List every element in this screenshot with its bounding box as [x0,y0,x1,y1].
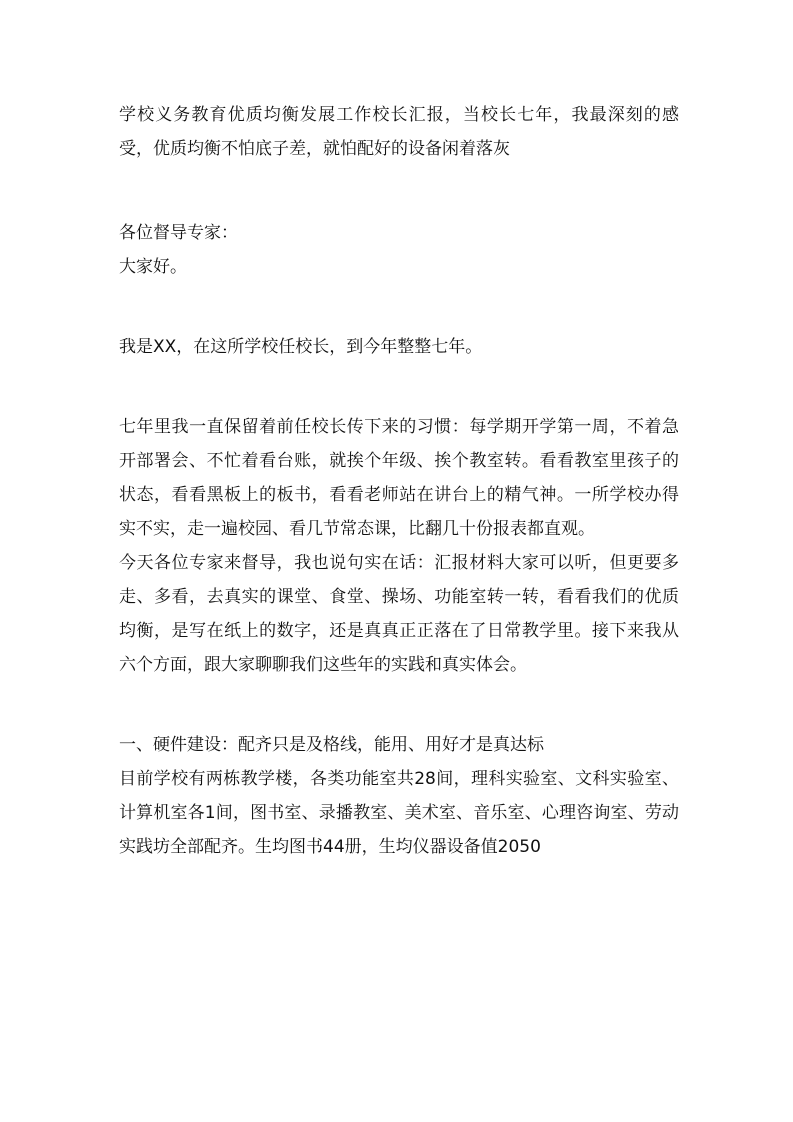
greeting: 大家好。 [119,257,187,277]
intro-paragraph: 我是XX，在这所学校任校长，到今年整整七年。 [119,337,483,357]
section-heading: 一、硬件建设：配齐只是及格线，能用、用好才是真达标 [119,735,544,755]
document-title: 学校义务教育优质均衡发展工作校长汇报，当校长七年，我最深刻的感受，优质均衡不怕底子差，就怕配好的设备闲着落灰 [119,105,679,159]
spacer [119,364,679,410]
salutation: 各位督导专家： [119,223,238,243]
body-paragraph: 目前学校有两栋教学楼，各类功能室共28间，理科实验室、文科实验室、计算机室各1间，图书室、录播教室、美术室、音乐室、心理咨询室、劳动实践坊全部配齐。生均图书44册，生均仪器设备值2050 [119,769,679,857]
body-paragraph: 七年里我一直保留着前任校长传下来的习惯：每学期开学第一周，不着急开部署会、不忙着看台账，就挨个年级、挨个教室转。看看教室里孩子的状态，看看黑板上的板书，看看老师站在讲台上的精气神。一所学校办得实不实，走一遍校园、看几节常态课，比翻几十份报表都直观。 [119,417,679,539]
spacer [119,284,679,330]
spacer [119,166,679,216]
spacer [119,682,679,728]
document-body [119,98,679,864]
body-paragraph: 今天各位专家来督导，我也说句实在话：汇报材料大家可以听，但更要多走、多看，去真实的课堂、食堂、操场、功能室转一转，看看我们的优质均衡，是写在纸上的数字，还是真真正正落在了日常教学里。接下来我从六个方面，跟大家聊聊我们这些年的实践和真实体会。 [119,553,679,675]
